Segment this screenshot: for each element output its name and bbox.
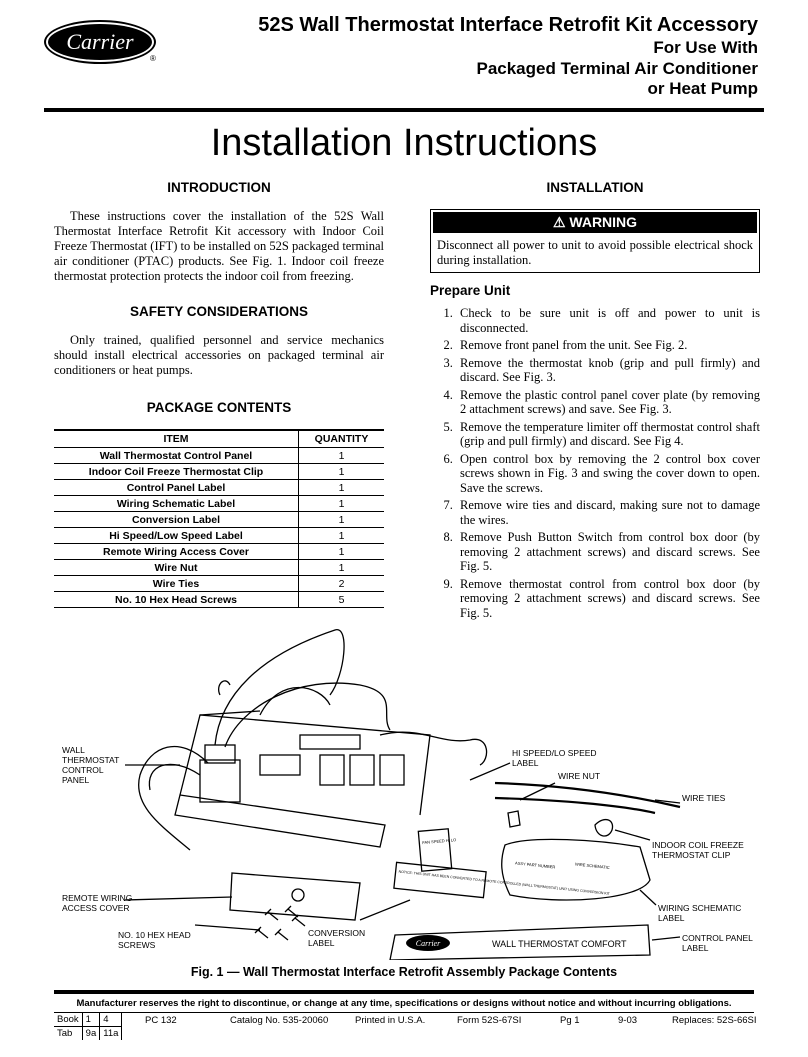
- hilo-label-text: FAN SPEED HI LO: [422, 837, 457, 846]
- list-item: 2. Remove front panel from the unit. See Fig. 2.: [456, 338, 760, 353]
- wire-tie-2: [495, 798, 655, 813]
- logo-text: Carrier: [48, 24, 152, 60]
- mini-logo-text: Carrier: [415, 939, 441, 948]
- item-cell: Indoor Coil Freeze Thermostat Clip: [54, 464, 299, 480]
- item-cell: Hi Speed/Low Speed Label: [54, 528, 299, 544]
- table-row: [54, 480, 384, 496]
- list-item: 4. Remove the plastic control panel cover plate (by removing 2 attachment screws) and save. See Fig. 3.: [456, 388, 760, 417]
- label-wire-nut: WIRE NUT: [558, 771, 601, 781]
- book-tab-box: [54, 1013, 122, 1040]
- label-coil-clip: INDOOR COIL FREEZE THERMOSTAT CLIP: [652, 840, 744, 860]
- package-contents-table: [54, 429, 384, 608]
- list-item: 8. Remove Push Button Switch from control box door (by removing 2 attachment screws) and discard screws. See Fig. 5.: [456, 530, 760, 574]
- footer-page: Pg 1: [560, 1015, 580, 1026]
- safety-text: Only trained, qualified personnel and service mechanics should install electrical accessories on packaged terminal air conditioners or heat pumps.: [54, 333, 384, 377]
- transformer: [200, 760, 240, 802]
- remote-wiring-cover: [230, 873, 360, 920]
- package-contents-heading: PACKAGE CONTENTS: [146, 400, 292, 415]
- steps-list: [430, 306, 760, 620]
- footer-rule: [54, 990, 754, 994]
- list-item: 6. Open control box by removing the 2 control box cover screws shown in Fig. 3 and swing the cover down to open. Save the screws.: [456, 452, 760, 496]
- footer-catalog: Catalog No. 535-20060: [230, 1015, 329, 1026]
- relay-1: [320, 755, 344, 785]
- header-title: 52S Wall Thermostat Interface Retrofit Kit Accessory: [258, 14, 758, 36]
- list-item: 9. Remove thermostat control from control box door (by removing 2 attachment screws) and discard screws. See Fig. 5.: [456, 577, 760, 621]
- carrier-logo: [44, 20, 156, 64]
- schematic-text-2: WIRE SCHEMATIC: [574, 861, 610, 871]
- qty-cell: 2: [299, 576, 385, 592]
- introduction-text: These instructions cover the installation of the 52S Wall Thermostat Interface Retrofit Kit accessory with Indoor Coil Freeze Thermostat (IFT) to be installed on 52S packaged terminal air conditioner (PTAC) products. See Fig. 1. Indoor coil freeze thermostat protection protects the indoor coil from freezing.: [54, 209, 384, 283]
- item-cell: Control Panel Label: [54, 480, 299, 496]
- table-row: [54, 512, 384, 528]
- qty-cell: 1: [299, 496, 385, 512]
- col-qty-header: QUANTITY: [299, 430, 385, 448]
- label-remote-cover: REMOTE WIRING ACCESS COVER: [62, 893, 133, 913]
- warning-text: Disconnect all power to unit to avoid possible electrical shock during installation.: [437, 238, 753, 267]
- header-subtitle-3: or Heat Pump: [647, 79, 758, 98]
- table-row: [54, 560, 384, 576]
- qty-cell: 1: [299, 544, 385, 560]
- relay-2: [350, 755, 374, 785]
- left-column: [54, 180, 384, 608]
- table-row: [54, 592, 384, 608]
- book-1: 1: [82, 1013, 100, 1027]
- label-screws: NO. 10 HEX HEAD SCREWS: [118, 930, 191, 950]
- list-item: 5. Remove the temperature limiter off thermostat control shaft (grip and pull firmly) and discard. See Fig 4.: [456, 420, 760, 449]
- label-hi-lo: HI SPEED/LO SPEED LABEL: [512, 748, 597, 768]
- installation-heading: INSTALLATION: [546, 180, 644, 195]
- qty-cell: 5: [299, 592, 385, 608]
- footer-date: 9-03: [618, 1015, 638, 1026]
- label-wall-panel: WALL THERMOSTAT CONTROL PANEL: [62, 745, 120, 785]
- mini-carrier-logo: [406, 935, 450, 951]
- table-row: [54, 528, 384, 544]
- warning-box: [430, 209, 760, 273]
- footer-printed: Printed in U.S.A.: [355, 1015, 426, 1026]
- safety-heading: SAFETY CONSIDERATIONS: [129, 304, 309, 319]
- item-cell: No. 10 Hex Head Screws: [54, 592, 299, 608]
- item-cell: Conversion Label: [54, 512, 299, 528]
- item-cell: Remote Wiring Access Cover: [54, 544, 299, 560]
- book-2: 4: [100, 1013, 122, 1027]
- conversion-label-text: NOTICE: THIS UNIT HAS BEEN CONVERTED TO A REMOTE CONTROLLED (WALL THERMOSTAT) UNIT USING CONVERSION KIT: [398, 869, 611, 896]
- right-column: [430, 180, 760, 623]
- panel-label-text: WALL THERMOSTAT COMFORT: [492, 939, 627, 949]
- table-row: [54, 496, 384, 512]
- book-label: Book: [54, 1013, 82, 1027]
- footer-replaces: Replaces: 52S-66SI: [672, 1015, 757, 1026]
- table-row: [54, 544, 384, 560]
- relay-3: [380, 755, 404, 785]
- tab-label: Tab: [54, 1027, 82, 1041]
- warning-icon: ⚠: [552, 214, 566, 230]
- prepare-unit-heading: Prepare Unit: [430, 283, 511, 298]
- item-cell: Wall Thermostat Control Panel: [54, 448, 299, 464]
- registered-mark: ®: [150, 54, 156, 63]
- qty-cell: 1: [299, 512, 385, 528]
- item-cell: Wire Ties: [54, 576, 299, 592]
- figure-caption: Fig. 1 — Wall Thermostat Interface Retrofit Assembly Package Contents: [190, 965, 618, 979]
- qty-cell: 1: [299, 560, 385, 576]
- footer-disclaimer: Manufacturer reserves the right to discontinue, or change at any time, specifications or designs without notice and without incurring obligations.: [76, 998, 732, 1009]
- list-item: 7. Remove wire ties and discard, making sure not to damage the wires.: [456, 498, 760, 527]
- header-subtitle-2: Packaged Terminal Air Conditioner: [476, 59, 758, 78]
- table-row: [54, 448, 384, 464]
- tab-1: 9a: [82, 1027, 100, 1041]
- table-row: [54, 464, 384, 480]
- col-item-header: ITEM: [54, 430, 299, 448]
- control-panel-plate: [175, 795, 385, 847]
- footer-pc: PC 132: [145, 1015, 177, 1026]
- footer-form: Form 52S-67SI: [457, 1015, 522, 1026]
- warning-title: WARNING: [569, 214, 638, 230]
- qty-cell: 1: [299, 480, 385, 496]
- qty-cell: 1: [299, 448, 385, 464]
- footer-thin-rule: [54, 1012, 754, 1013]
- label-wiring-schematic: WIRING SCHEMATIC LABEL: [658, 903, 742, 923]
- tab-2: 11a: [100, 1027, 122, 1041]
- header-subtitle-1: For Use With: [653, 38, 758, 57]
- item-cell: Wiring Schematic Label: [54, 496, 299, 512]
- label-control-panel: CONTROL PANEL LABEL: [682, 933, 753, 953]
- qty-cell: 1: [299, 464, 385, 480]
- wire-nut: [508, 811, 520, 827]
- introduction-heading: INTRODUCTION: [167, 180, 271, 195]
- header-rule: [44, 108, 764, 112]
- list-item: 3. Remove the thermostat knob (grip and pull firmly) and discard. See Fig. 3.: [456, 356, 760, 385]
- hex-screws: [255, 906, 305, 940]
- list-item: 1. Check to be sure unit is off and power to unit is disconnected.: [456, 306, 760, 335]
- label-conversion: CONVERSION LABEL: [308, 928, 366, 948]
- item-cell: Wire Nut: [54, 560, 299, 576]
- qty-cell: 1: [299, 528, 385, 544]
- schematic-text-1: ASSY PART NUMBER: [514, 860, 556, 870]
- warning-bar: [433, 212, 757, 233]
- page-title: Installation Instructions: [210, 122, 598, 164]
- table-row: [54, 576, 384, 592]
- label-wire-ties: WIRE TIES: [682, 793, 726, 803]
- coil-clip: [595, 820, 613, 836]
